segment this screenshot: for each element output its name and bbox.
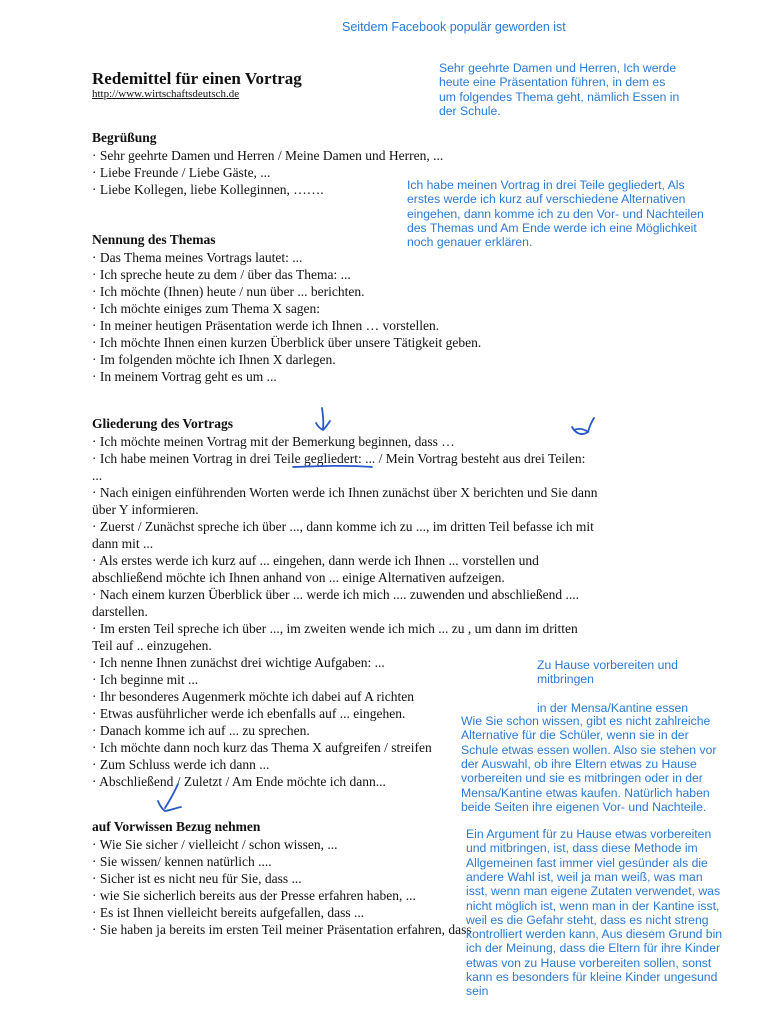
- list-item: · Zuerst / Zunächst spreche ich über ..., dann komme ich zu ..., im dritten Teil befasse ich mit: [92, 519, 594, 534]
- note-line: heute eine Präsentation führen, in dem es: [439, 75, 666, 90]
- document-title: Redemittel für einen Vortrag: [92, 69, 302, 88]
- list-item: · Ich beginne mit ...: [92, 672, 199, 687]
- note-line: der Schule.: [439, 103, 501, 118]
- list-item: · Nach einigen einführenden Worten werde ich Ihnen zunächst über X berichten und Sie dann: [92, 485, 598, 500]
- note-line: eingehen, dann komme ich zu den Vor- und Nachteilen: [407, 206, 704, 221]
- list-item: darstellen.: [92, 604, 148, 619]
- note-line: mitbringen: [537, 672, 594, 687]
- ink-arrow-down: [316, 408, 330, 430]
- list-item: · Liebe Kollegen, liebe Kolleginnen, …….: [92, 182, 324, 197]
- list-item: · In meinem Vortrag geht es um ...: [92, 369, 277, 384]
- list-item: · Ich möchte meinen Vortrag mit der Bemerkung beginnen, dass …: [92, 434, 455, 449]
- note-line: in der Mensa/Kantine essen: [537, 700, 689, 715]
- list-item: · Ihr besonderes Augenmerk möchte ich dabei auf A richten: [92, 689, 415, 704]
- list-item: · Es ist Ihnen vielleicht bereits aufgefallen, dass ...: [92, 905, 365, 920]
- note-line: Sehr geehrte Damen und Herren, Ich werde: [439, 61, 677, 75]
- list-item: · Zum Schluss werde ich dann ...: [92, 757, 270, 772]
- list-item: Teil auf .. einzugehen.: [92, 638, 212, 653]
- note-line: Ich habe meinen Vortrag in drei Teile gegliedert, Als: [407, 178, 685, 192]
- list-item: abschließend möchte ich Ihnen anhand von ... einige Alternativen aufzeigen.: [92, 570, 505, 585]
- note-line: etwas von zu Hause vorbereiten sollen, sonst: [466, 955, 712, 970]
- note-line: vorbereiten und sie es mitbringen oder in der: [461, 771, 703, 786]
- note-line: nicht möglich ist, wenn man in der Kantine isst,: [466, 898, 720, 913]
- section-heading: Begrüßung: [92, 130, 157, 145]
- note-line: und mitbringen, ist, dass diese Methode im: [466, 841, 698, 856]
- ink-checkmark: [572, 418, 594, 434]
- list-item: · Etwas ausführlicher werde ich ebenfalls auf ... eingehen.: [92, 706, 406, 721]
- list-item: · Liebe Freunde / Liebe Gäste, ...: [92, 165, 271, 180]
- list-item: · Wie Sie sicher / vielleicht / schon wissen, ...: [92, 837, 338, 852]
- list-item: · Danach komme ich auf ... zu sprechen.: [92, 723, 310, 738]
- section-heading: Gliederung des Vortrags: [92, 416, 234, 431]
- note-line: ich der Meinung, dass die Eltern für ihre Kinder: [466, 941, 721, 956]
- list-item: · Abschließend / Zuletzt / Am Ende möchte ich dann...: [92, 774, 386, 789]
- list-item: · Im ersten Teil spreche ich über ..., im zweiten wende ich mich ... zu , um dann im dritten: [92, 621, 578, 636]
- list-item: · Sehr geehrte Damen und Herren / Meine Damen und Herren, ...: [92, 148, 444, 163]
- list-item: · wie Sie sicherlich bereits aus der Presse erfahren haben, ...: [92, 888, 416, 903]
- list-item: · Sie wissen/ kennen natürlich ....: [92, 854, 272, 869]
- note-line: kann es besonders für kleine Kinder ungesund: [466, 970, 718, 984]
- section-heading: Nennung des Themas: [92, 232, 216, 247]
- list-item: · Ich möchte Ihnen einen kurzen Überblick über unsere Tätigkeit geben.: [92, 335, 482, 350]
- list-item: über Y informieren.: [92, 502, 199, 517]
- list-item: · Ich möchte einiges zum Thema X sagen:: [92, 301, 321, 316]
- note-line: Zu Hause vorbereiten und: [537, 658, 678, 672]
- note-line: des Themas und Am Ende werde ich eine Möglichkeit: [407, 220, 697, 235]
- note-line: Mensa/Kantine etwas kaufen. Natürlich haben: [461, 785, 710, 800]
- note-line: Alternative für die Schüler, wenn sie in der: [461, 728, 689, 743]
- list-item: · Im folgenden möchte ich Ihnen X darlegen.: [92, 352, 336, 367]
- list-item: · Ich möchte dann noch kurz das Thema X aufgreifen / streifen: [92, 740, 432, 755]
- note-line: der Auswahl, ob ihre Eltern etwas zu Hause: [461, 756, 697, 771]
- note-line: weil es die Gefahr steht, dass es nicht streng: [466, 912, 709, 927]
- list-item: ...: [92, 468, 103, 483]
- note-line: erstes werde ich kurz auf verschiedene Alternativen: [407, 192, 686, 207]
- note-line: Allgemeinen fast immer viel gesünder als die: [466, 855, 708, 870]
- note-line: um folgendes Thema geht, nämlich Essen in: [439, 89, 680, 104]
- note-top: Seitdem Facebook populär geworden ist: [342, 20, 566, 34]
- section-heading: auf Vorwissen Bezug nehmen: [92, 819, 261, 834]
- list-item: · Ich möchte (Ihnen) heute / nun über ... berichten.: [92, 284, 365, 299]
- note-line: beide Seiten ihre eigenen Vor- und Nachteile.: [461, 799, 707, 814]
- note-line: sein: [466, 984, 489, 999]
- source-link[interactable]: http://www.wirtschaftsdeutsch.de: [92, 88, 240, 100]
- note-line: isst, wenn man eigene Zutaten verwendet, was: [466, 884, 721, 899]
- list-item: · Als erstes werde ich kurz auf ... eingehen, dann werde ich Ihnen ... vorstellen und: [92, 553, 539, 568]
- list-item: dann mit ...: [92, 536, 154, 551]
- note-line: Wie Sie schon wissen, gibt es nicht zahlreiche: [461, 714, 711, 728]
- note-line: Ein Argument für zu Hause etwas vorbereiten: [466, 827, 712, 841]
- list-item: · Ich spreche heute zu dem / über das Thema: ...: [92, 267, 351, 282]
- list-item: · In meiner heutigen Präsentation werde ich Ihnen … vorstellen.: [92, 318, 440, 333]
- list-item: · Ich nenne Ihnen zunächst drei wichtige Aufgaben: ...: [92, 655, 385, 670]
- note-line: kontrolliert werden kann, Aus diesem Grund bin: [466, 927, 723, 942]
- list-item: · Sicher ist es nicht neu für Sie, dass ...: [92, 871, 302, 886]
- list-item: · Das Thema meines Vortrags lautet: ...: [92, 250, 303, 265]
- note-line: noch genauer erklären.: [407, 235, 533, 250]
- list-item: · Ich habe meinen Vortrag in drei Teile gegliedert: ... / Mein Vortrag besteht aus drei Teilen:: [92, 451, 586, 466]
- list-item: · Sie haben ja bereits im ersten Teil meiner Präsentation erfahren, dass: [92, 922, 472, 937]
- note-line: andere Wahl ist, weil ja man weiß, was man: [466, 869, 703, 884]
- note-line: Schule etwas essen wollen. Also sie stehen vor: [461, 742, 717, 757]
- list-item: · Nach einem kurzen Überblick über ... werde ich mich .... zuwenden und abschließend ....: [92, 587, 579, 602]
